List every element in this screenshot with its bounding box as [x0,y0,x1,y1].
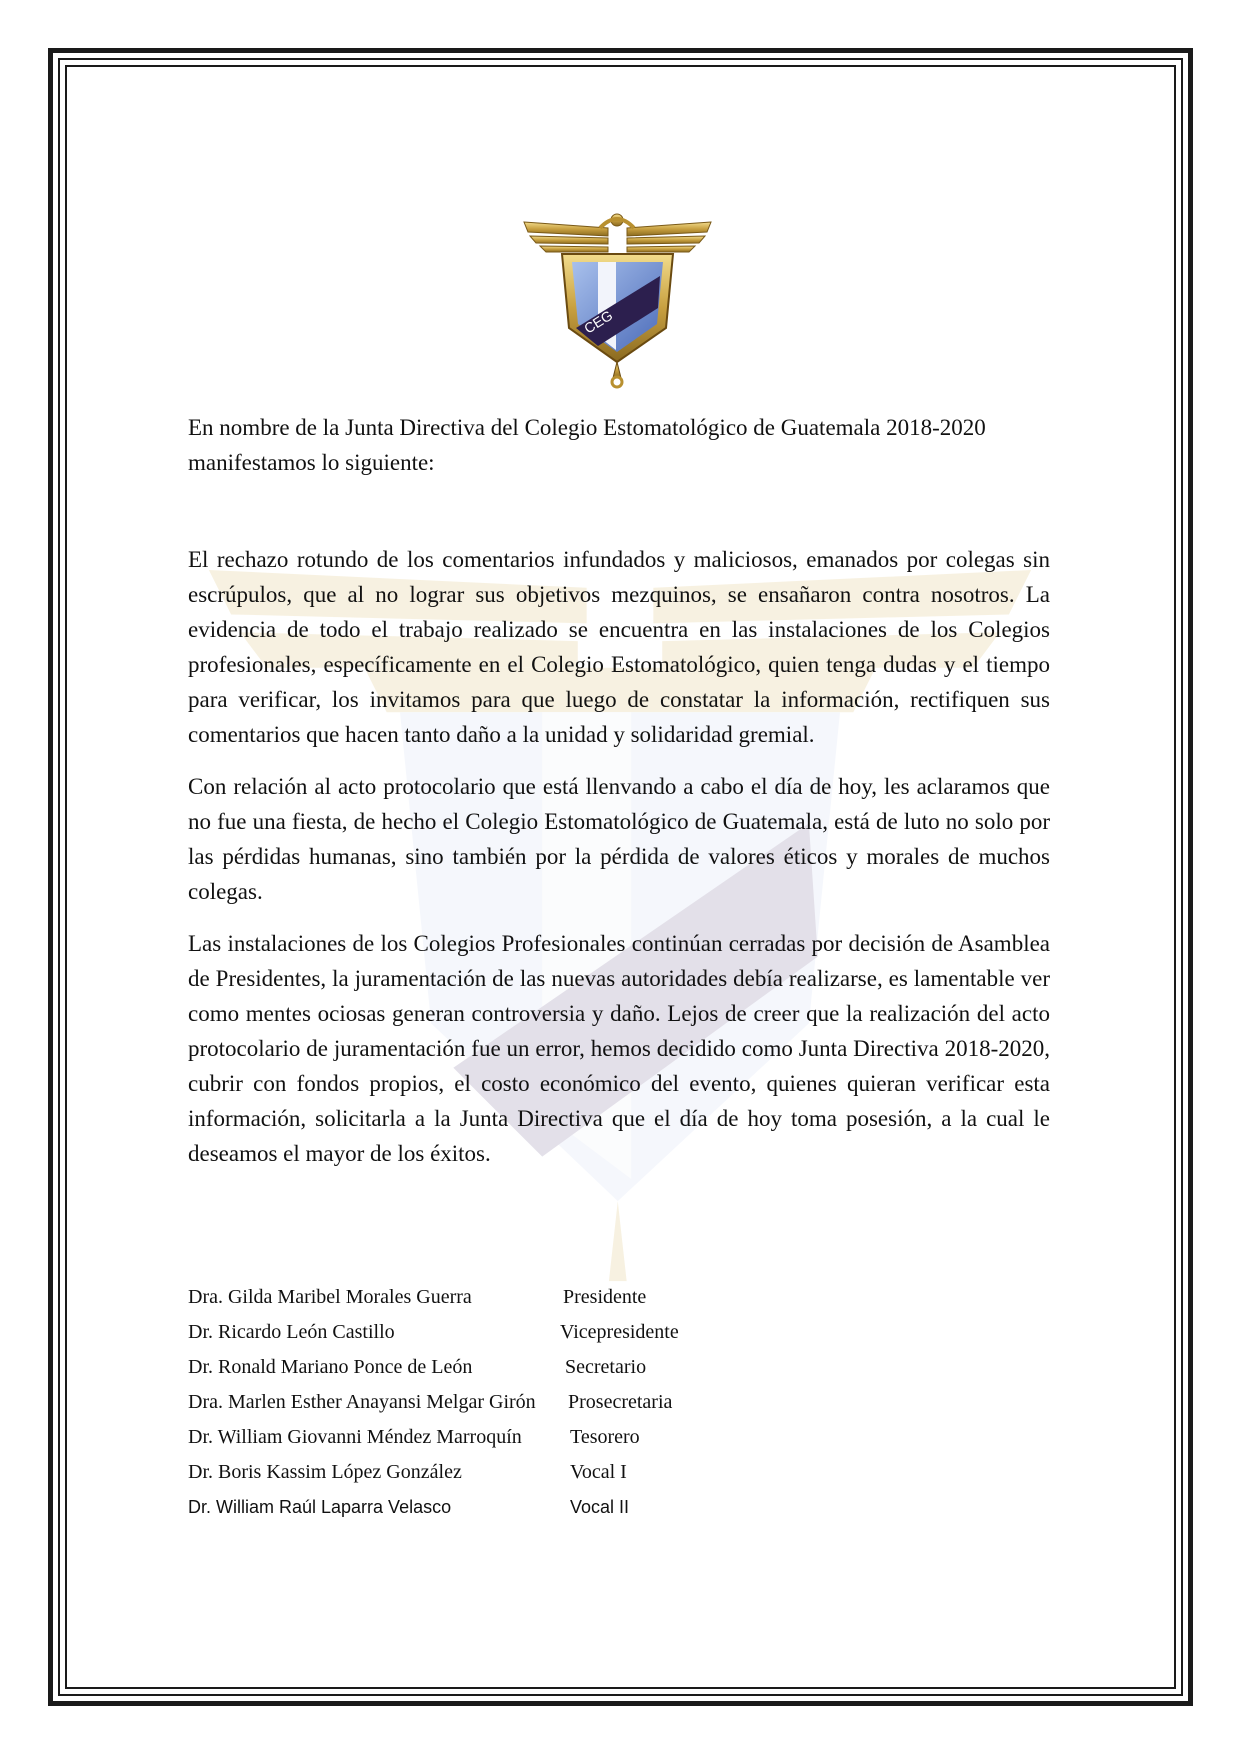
letter-paragraph-2: Con relación al acto protocolario que está llenvando a cabo el día de hoy, les aclaramos que no fue una fiesta, de hecho el Colegio Estomatológico de Guatemala, está de luto no solo por las pérdidas humanas, sino también por la pérdida de valores éticos y morales de muchos colegas. [188,774,1050,904]
letter-intro: En nombre de la Junta Directiva del Colegio Estomatológico de Guatemala 2018-2020 manifestamos lo siguiente: [188,415,986,475]
signer-row [188,1350,888,1385]
letter-paragraph-1: El rechazo rotundo de los comentarios infundados y maliciosos, emanados por colegas sin escrúpulos, que al no lograr sus objetivos mezquinos, se ensañaron contra nosotros. La evidencia de todo el trabajo realizado se encuentra en las instalaciones de los Colegios profesionales, específicamente en el Colegio Estomatológico, quien tenga dudas y el tiempo para verificar, los invitamos para que luego de constatar la información, rectifiquen sus comentarios que hacen tanto daño a la unidad y solidaridad gremial. [188,547,1050,747]
signer-row [188,1315,888,1350]
signer-role: Presidente [563,1286,647,1308]
signer-name: Dr. Ronald Mariano Ponce de León [188,1356,473,1378]
signer-role: Secretario [565,1356,647,1378]
signer-row [188,1280,888,1315]
signers-list [188,1280,888,1525]
signer-name: Dra. Marlen Esther Anayansi Melgar Girón [188,1391,536,1413]
signer-name: Dr. Ricardo León Castillo [188,1321,395,1343]
signer-row [188,1490,888,1525]
signer-name: Dra. Gilda Maribel Morales Guerra [188,1286,472,1308]
signer-row [188,1420,888,1455]
signer-role: Vocal II [570,1497,630,1517]
letter-paragraph-3: Las instalaciones de los Colegios Profesionales continúan cerradas por decisión de Asamblea de Presidentes, la juramentación de las nuevas autoridades debía realizarse, es lamentable ver como mentes ociosas generan controversia y daño. Lejos de creer que la realización del acto protocolario de juramentación fue un error, hemos decidido como Junta Directiva 2018-2020, cubrir con fondos propios, el costo económico del evento, quienes quieran verificar esta información, solicitarla a la Junta Directiva que el día de hoy toma posesión, a la cual le deseamos el mayor de los éxitos. [188,931,1050,1166]
letter-body [188,410,1050,1188]
signer-name: Dr. William Giovanni Méndez Marroquín [188,1426,522,1448]
ceg-crest-logo-icon [520,210,715,390]
signer-row [188,1455,888,1490]
signer-role: Tesorero [570,1426,640,1448]
signer-role: Prosecretaria [568,1391,673,1413]
signer-name: Dr. Boris Kassim López González [188,1461,462,1483]
signer-name: Dr. William Raúl Laparra Velasco [188,1497,452,1517]
signer-role: Vicepresidente [560,1321,679,1343]
signer-role: Vocal I [570,1461,627,1483]
crest-initials: CEG [581,306,616,337]
signer-row [188,1385,888,1420]
